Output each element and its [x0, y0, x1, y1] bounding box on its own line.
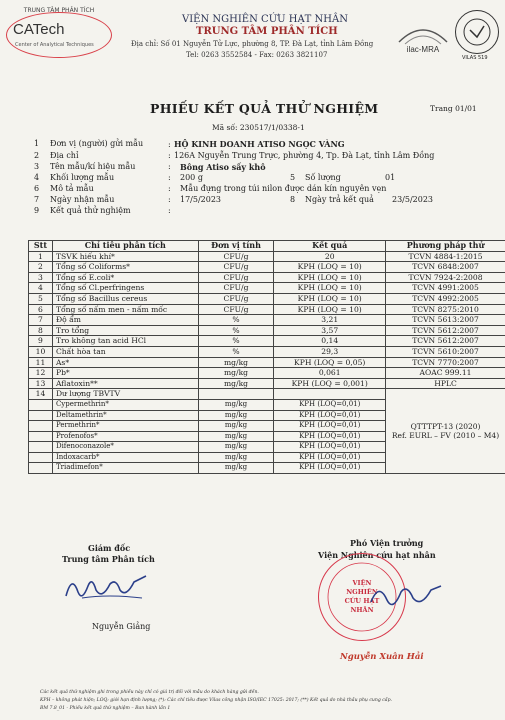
info-label-8: Ngày trả kết quả: [305, 195, 374, 204]
cell-stt: [29, 442, 53, 453]
info-value-2: 126A Nguyễn Trung Trực, phường 4, Tp. Đà Lạt, tỉnh Lâm Đồng: [174, 151, 435, 160]
cell-stt: 6: [29, 304, 53, 315]
info-label-5: Số lượng: [305, 173, 341, 182]
cell-indicator: Dư lượng TBVTV: [52, 389, 198, 400]
page-title: PHIẾU KẾT QUẢ THỬ NGHIỆM: [150, 101, 379, 116]
info-label-4: Khối lượng mẫu: [50, 173, 115, 182]
info-value-4: 200 g: [180, 173, 203, 182]
cell-unit: mg/kg: [198, 452, 274, 463]
cell-result: KPH (LOQ = 10): [274, 262, 386, 273]
address-text: Địa chỉ: Số 01 Nguyễn Tử Lực, phường 8, TP. Đà Lạt, tỉnh Lâm Đồng: [131, 40, 374, 48]
cell-stt: 9: [29, 336, 53, 347]
right-signer-name: Nguyễn Xuân Hải: [340, 652, 424, 662]
cell-unit: %: [198, 336, 274, 347]
info-label-1: Đơn vị (người) gửi mẫu: [50, 139, 144, 148]
table-row: [29, 368, 505, 379]
cell-result: KPH (LOQ = 0,05): [274, 357, 386, 368]
info-num-9: 9: [34, 206, 40, 215]
info-label-2: Địa chỉ: [50, 151, 79, 160]
cell-stt: [29, 463, 53, 474]
cell-unit: mg/kg: [198, 421, 274, 432]
cell-indicator: Tổng số Bacillus cereus: [52, 293, 198, 304]
col-header-method: Phương pháp thử: [386, 241, 505, 252]
cell-indicator: Aflatoxin**: [52, 378, 198, 389]
info-colons: : : : : : : :: [168, 140, 171, 215]
info-label-9: Kết quả thử nghiệm: [50, 206, 131, 215]
table-row: [29, 283, 505, 294]
cell-method: TCVN 8275:2010: [386, 304, 505, 315]
cell-indicator: Tổng số nấm men - nấm mốc: [52, 304, 198, 315]
cell-indicator: Deltamethrin*: [52, 410, 198, 421]
cell-unit: CFU/g: [198, 304, 274, 315]
cell-unit: mg/kg: [198, 431, 274, 442]
table-row: [29, 251, 505, 262]
cell-unit: %: [198, 346, 274, 357]
cell-indicator: Tổng số E.coli*: [52, 272, 198, 283]
table-row: [29, 272, 505, 283]
cell-unit: CFU/g: [198, 272, 274, 283]
cell-stt: 5: [29, 293, 53, 304]
table-row: [29, 378, 505, 389]
logo-sub-text: Center of Analytical Techniques: [15, 42, 94, 48]
cell-result: 3,57: [274, 325, 386, 336]
info-label-3: Tên mẫu/kí hiệu mẫu: [50, 162, 136, 171]
cell-stt: 11: [29, 357, 53, 368]
left-signer-name: Nguyễn Giảng: [92, 622, 151, 631]
cell-method: TCVN 4884-1:2015: [386, 251, 505, 262]
cell-unit: mg/kg: [198, 410, 274, 421]
info-value-3: Bông Atiso sấy khô: [180, 162, 266, 172]
col-header-result: Kết quả: [274, 241, 386, 252]
cell-unit: CFU/g: [198, 251, 274, 262]
info-num-1: 1: [34, 139, 40, 148]
vilas-text: VILAS 519: [462, 55, 488, 61]
cell-stt: 7: [29, 315, 53, 326]
cell-result: 0,061: [274, 368, 386, 379]
cell-indicator: Chất hòa tan: [52, 346, 198, 357]
info-num-3: 3: [34, 162, 40, 171]
cell-indicator: Permethrin*: [52, 421, 198, 432]
info-num-2: 2: [34, 151, 40, 160]
table-header-row: [29, 241, 505, 252]
group-method-1: QTTTPT-13 (2020): [410, 421, 481, 431]
phone-text: Tel: 0263 3552584 - Fax: 0263 3821107: [186, 51, 328, 59]
right-signer-title-1: Phó Viện trưởng: [350, 538, 424, 548]
cell-stt: 8: [29, 325, 53, 336]
cell-method: TCVN 5612:2007: [386, 336, 505, 347]
cell-indicator: As*: [52, 357, 198, 368]
stamp-text: VIỆN NGHIÊN CỨU HẠT NHÂN: [344, 579, 380, 614]
info-value-6: Mẫu đựng trong túi nilon được dán kín nguyên vẹn: [180, 184, 387, 193]
info-num-4: 4: [34, 173, 40, 182]
cell-result: KPH (LOQ = 10): [274, 293, 386, 304]
cell-method: TCVN 4992:2005: [386, 293, 505, 304]
cell-indicator: Độ ẩm: [52, 315, 198, 326]
cell-unit: CFU/g: [198, 283, 274, 294]
cell-unit: mg/kg: [198, 442, 274, 453]
cell-indicator: Tổng số Cl.perfringens: [52, 283, 198, 294]
cell-indicator: Tro tổng: [52, 325, 198, 336]
cell-result: KPH (LOQ=0,01): [274, 399, 386, 410]
cell-unit: [198, 389, 274, 400]
cell-stt: 14: [29, 389, 53, 400]
results-table: [28, 240, 505, 474]
cell-result: KPH (LOQ=0,01): [274, 421, 386, 432]
right-signature-icon: [365, 578, 445, 618]
table-row: [29, 293, 505, 304]
cell-result: KPH (LOQ = 10): [274, 283, 386, 294]
info-label-6: Mô tả mẫu: [50, 184, 94, 193]
cell-unit: mg/kg: [198, 399, 274, 410]
cell-indicator: Pb*: [52, 368, 198, 379]
cell-unit: mg/kg: [198, 378, 274, 389]
cell-indicator: Cypermethrin*: [52, 399, 198, 410]
footer-note-2: KPH – không phát hiện; LOQ: giới hạn định lượng; (*): Các chỉ tiêu được Vilas công nhận ISO/IEC 17025: 2017; (**) Kết quả do nhà thầu phụ cung cấp.: [40, 698, 393, 703]
logo-main-text: CATech: [13, 21, 65, 38]
cell-method: AOAC 999.11: [386, 368, 505, 379]
cell-indicator: Tổng số Coliforms*: [52, 262, 198, 273]
cell-unit: mg/kg: [198, 357, 274, 368]
vilas-seal-icon: [455, 10, 499, 54]
cell-indicator: Indoxacarb*: [52, 452, 198, 463]
left-signature-icon: [62, 568, 152, 608]
cell-unit: mg/kg: [198, 463, 274, 474]
cell-result: KPH (LOQ = 10): [274, 304, 386, 315]
table-row: [29, 262, 505, 273]
cell-result: KPH (LOQ=0,01): [274, 431, 386, 442]
cell-method: TCVN 5613:2007: [386, 315, 505, 326]
cell-method: TCVN 4991:2005: [386, 283, 505, 294]
info-label-7: Ngày nhận mẫu: [50, 195, 115, 204]
left-signer-title-1: Giám đốc: [88, 543, 131, 553]
table-row: [29, 357, 505, 368]
cell-result: KPH (LOQ=0,01): [274, 410, 386, 421]
document-code: Mã số: 230517/1/0338-1: [212, 123, 305, 132]
page-number: Trang 01/01: [430, 104, 477, 113]
cell-result: KPH (LOQ = 10): [274, 272, 386, 283]
cell-stt: [29, 421, 53, 432]
cell-result: KPH (LOQ=0,01): [274, 463, 386, 474]
cell-stt: 2: [29, 262, 53, 273]
info-value-1: HỘ KINH DOANH ATISO NGỌC VÀNG: [174, 139, 345, 149]
info-num-7: 7: [34, 195, 40, 204]
center-name: TRUNG TÂM PHÂN TÍCH: [196, 26, 338, 37]
cell-unit: mg/kg: [198, 368, 274, 379]
catech-logo: [6, 7, 112, 58]
cell-stt: 12: [29, 368, 53, 379]
group-method-2: Ref. EURL – FV (2010 – M4): [391, 431, 500, 441]
cell-method: TCVN 5610:2007: [386, 346, 505, 357]
cell-method: TCVN 7770:2007: [386, 357, 505, 368]
cell-result: 3,21: [274, 315, 386, 326]
footer-note-1: Các kết quả thử nghiệm ghi trong phiếu này chỉ có giá trị đối với mẫu do khách hàng gửi đến.: [40, 690, 259, 695]
left-signer-title-2: Trung tâm Phân tích: [62, 554, 155, 564]
institute-name: VIỆN NGHIÊN CỨU HẠT NHÂN: [182, 14, 348, 25]
right-signer-title-2: Viện Nghiên cứu hạt nhân: [318, 550, 436, 560]
cell-stt: [29, 431, 53, 442]
cell-indicator: Difenoconazole*: [52, 442, 198, 453]
table-row-group: [29, 389, 505, 400]
info-value-7: 17/5/2023: [180, 195, 222, 204]
cell-result: 20: [274, 251, 386, 262]
cell-result: KPH (LOQ = 0,001): [274, 378, 386, 389]
cell-method: TCVN 5612:2007: [386, 325, 505, 336]
cell-method: TCVN 6848:2007: [386, 262, 505, 273]
cell-unit: %: [198, 315, 274, 326]
cell-result: KPH (LOQ=0,01): [274, 442, 386, 453]
cell-stt: 4: [29, 283, 53, 294]
col-header-unit: Đơn vị tính: [198, 241, 274, 252]
cell-stt: 13: [29, 378, 53, 389]
cell-method-group: [386, 389, 505, 474]
info-num-8: 8: [290, 195, 296, 204]
table-row: [29, 346, 505, 357]
table-row: [29, 304, 505, 315]
cell-indicator: Tro không tan acid HCl: [52, 336, 198, 347]
cell-stt: [29, 452, 53, 463]
footer-note-3: BM 7.8_01 - Phiếu kết quả thử nghiệm – Ban hành lần 1: [40, 706, 171, 711]
cell-result: [274, 389, 386, 400]
info-num-5: 5: [290, 173, 296, 182]
ilac-text: ilac-MRA: [406, 45, 440, 54]
cell-indicator: TSVK hiếu khí*: [52, 251, 198, 262]
cell-stt: 10: [29, 346, 53, 357]
table-row: [29, 336, 505, 347]
info-num-6: 6: [34, 184, 40, 193]
cell-unit: CFU/g: [198, 262, 274, 273]
cell-unit: %: [198, 325, 274, 336]
ilac-mra-logo: [395, 16, 451, 56]
cell-unit: CFU/g: [198, 293, 274, 304]
info-value-5: 01: [385, 173, 396, 182]
cell-result: 29,3: [274, 346, 386, 357]
cell-stt: 1: [29, 251, 53, 262]
cell-method: HPLC: [386, 378, 505, 389]
cell-result: 0,14: [274, 336, 386, 347]
cell-stt: [29, 410, 53, 421]
table-row: [29, 325, 505, 336]
cell-indicator: Triadimefon*: [52, 463, 198, 474]
col-header-indicator: Chỉ tiêu phân tích: [52, 241, 198, 252]
cell-stt: 3: [29, 272, 53, 283]
col-header-stt: Stt: [29, 241, 53, 252]
cell-indicator: Profenofos*: [52, 431, 198, 442]
logo-top-text: TRUNG TÂM PHÂN TÍCH: [23, 7, 95, 14]
table-row: [29, 315, 505, 326]
cell-result: KPH (LOQ=0,01): [274, 452, 386, 463]
info-value-8: 23/5/2023: [392, 195, 434, 204]
cell-stt: [29, 399, 53, 410]
cell-method: TCVN 7924-2:2008: [386, 272, 505, 283]
